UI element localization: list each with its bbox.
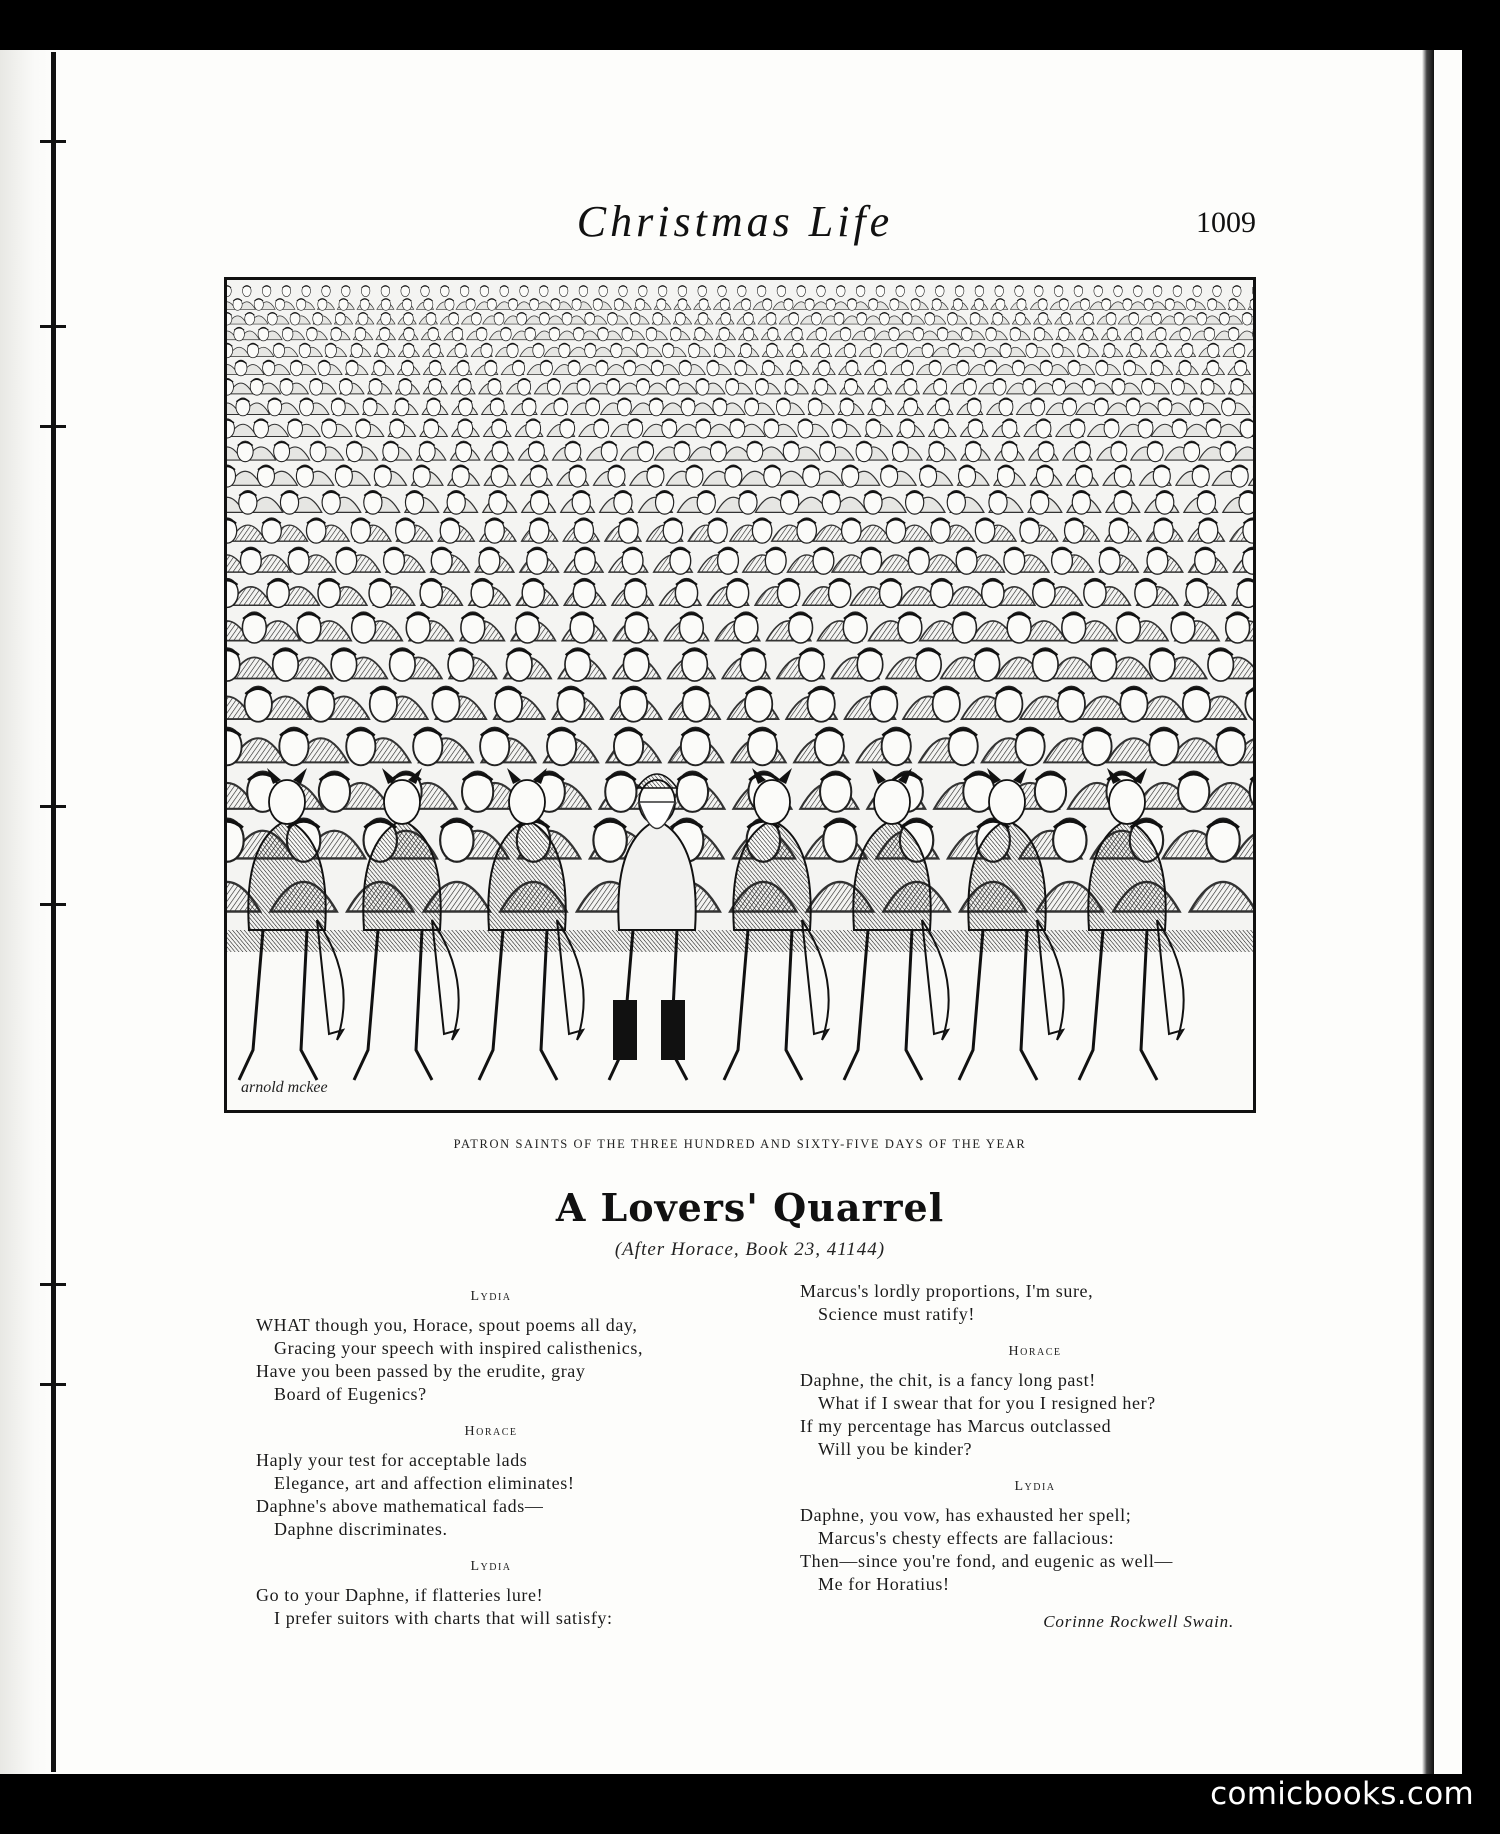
poem-line: Then—since you're fond, and eugenic as well— xyxy=(800,1551,1174,1571)
poem-title: A Lovers' Quarrel xyxy=(555,1185,945,1230)
speaker-label: Horace xyxy=(464,1424,518,1439)
artist-signature: arnold mckee xyxy=(241,1079,328,1096)
bench xyxy=(227,930,1253,952)
poem-line: Elegance, art and affection eliminates! xyxy=(274,1473,575,1493)
illustration-caption: PATRON SAINTS OF THE THREE HUNDRED AND SIXTY-FIVE DAYS OF THE YEAR xyxy=(453,1137,1027,1151)
poem-column-left xyxy=(256,1277,726,1644)
poem-line: Daphne's above mathematical fads— xyxy=(256,1496,544,1516)
page-number: 1009 xyxy=(1196,206,1256,239)
binding-stitch xyxy=(40,425,66,428)
poem-line: Have you been passed by the erudite, gray xyxy=(256,1361,586,1381)
poem-line: Will you be kinder? xyxy=(818,1439,973,1459)
page-edge-shadow xyxy=(1422,50,1434,1774)
binding-line xyxy=(51,52,56,1772)
poem-line: Daphne, you vow, has exhausted her spell; xyxy=(800,1505,1132,1525)
poem-line: Marcus's lordly proportions, I'm sure, xyxy=(800,1281,1094,1301)
speaker-label: Lydia xyxy=(470,1559,512,1574)
stanza xyxy=(800,1280,1270,1326)
poem-line: Gracing your speech with inspired calisthenics, xyxy=(274,1338,644,1358)
poem-line: Daphne discriminates. xyxy=(274,1519,448,1539)
magazine-title: Christmas Life xyxy=(576,197,894,246)
poem-line: Me for Horatius! xyxy=(818,1574,950,1594)
poem-line: Board of Eugenics? xyxy=(274,1384,427,1404)
poem-line: I prefer suitors with charts that will satisfy: xyxy=(274,1608,613,1628)
binding-stitch xyxy=(40,1283,66,1286)
site-watermark: comicbooks.com xyxy=(1210,1776,1474,1812)
poem-line: If my percentage has Marcus outclassed xyxy=(800,1416,1112,1436)
poem-line: WHAT though you, Horace, spout poems all day, xyxy=(256,1315,638,1335)
stanza xyxy=(800,1475,1270,1596)
speaker-label: Lydia xyxy=(1014,1479,1056,1494)
poem-line: Haply your test for acceptable lads xyxy=(256,1450,528,1470)
poem-line: Marcus's chesty effects are fallacious: xyxy=(818,1528,1115,1548)
stanza xyxy=(256,1285,726,1406)
cartoon-illustration xyxy=(224,277,1256,1113)
stanza xyxy=(256,1420,726,1541)
speaker-label: Lydia xyxy=(470,1289,512,1304)
poem-line: Daphne, the chit, is a fancy long past! xyxy=(800,1370,1096,1390)
speaker-label: Horace xyxy=(1008,1344,1062,1359)
binding-stitch xyxy=(40,140,66,143)
poem-author: Corinne Rockwell Swain. xyxy=(1043,1612,1234,1631)
stanza xyxy=(256,1555,726,1630)
poem-line: Go to your Daphne, if flatteries lure! xyxy=(256,1585,544,1605)
poem-column-right xyxy=(800,1280,1270,1633)
page-gutter xyxy=(0,50,58,1774)
crowd-drawing xyxy=(227,280,1253,1110)
stanza xyxy=(800,1340,1270,1461)
poem-line: Science must ratify! xyxy=(818,1304,975,1324)
binding-stitch xyxy=(40,903,66,906)
poem-subtitle: (After Horace, Book 23, 41144) xyxy=(614,1239,886,1260)
binding-stitch xyxy=(40,805,66,808)
binding-stitch xyxy=(40,325,66,328)
poem-line: What if I swear that for you I resigned her? xyxy=(818,1393,1156,1413)
binding-stitch xyxy=(40,1383,66,1386)
